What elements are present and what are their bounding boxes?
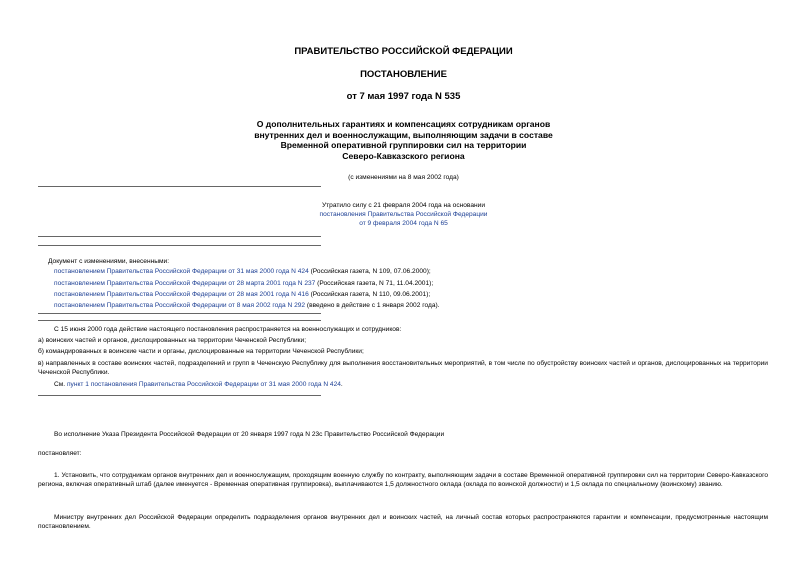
issuer-heading: ПРАВИТЕЛЬСТВО РОССИЙСКОЙ ФЕДЕРАЦИИ: [294, 46, 513, 57]
change-item: постановлением Правительства Российской Федерации от 8 мая 2002 года N 292 (введено в действие с 1 января 2002 года).: [54, 302, 440, 309]
title-line: внутренних дел и военнослужащим, выполняющим задачи в составе: [254, 129, 553, 140]
document-title: [0, 119, 807, 161]
title-line: Северо-Кавказского региона: [342, 150, 465, 161]
scope-item-c: в) направленных в составе воинских частей, подразделений и групп в Чеченскую Республику для выполнения восстановительных мероприятий, в том числе по обустройству воинских частей и органов, дислоцированных на территории Чеченской Республики.: [38, 360, 768, 376]
divider: [38, 313, 321, 314]
expired-text: Утратило силу с 21 февраля 2004 года на основании: [321, 202, 486, 209]
scope-item-b: б) командированных в воинские части и органы, дислоцированные на территории Чеченской Республики;: [38, 348, 364, 355]
divider: [38, 245, 321, 246]
expired-notice: [0, 201, 807, 228]
divider: [38, 236, 321, 237]
change-item: постановлением Правительства Российской Федерации от 28 марта 2001 года N 237 (Российская газета, N 71, 11.04.2001);: [54, 280, 434, 287]
amendments-note: (с изменениями на 8 мая 2002 года): [348, 174, 459, 181]
document-date-number: от 7 мая 1997 года N 535: [346, 91, 461, 102]
divider: [38, 320, 321, 321]
divider: [38, 395, 321, 396]
document-type: ПОСТАНОВЛЕНИЕ: [360, 69, 447, 80]
change-link[interactable]: постановлением Правительства Российской Федерации от 31 мая 2000 года N 424: [54, 268, 309, 275]
preamble: Во исполнение Указа Президента Российской Федерации от 20 января 1997 года N 23с Правительство Российской Федерации: [54, 431, 445, 438]
change-link[interactable]: постановлением Правительства Российской Федерации от 28 мая 2001 года N 416: [54, 291, 309, 298]
paragraph-2: Министру внутренних дел Российской Федерации определить подразделения органов внутренних дел и воинских частей, на личный состав которых распространяются гарантии и компенсации, предусмотренные настоящим постановлением.: [38, 514, 768, 530]
see-also-link[interactable]: пункт 1 постановления Правительства Российской Федерации от 31 мая 2000 года N 424: [66, 381, 341, 388]
divider: [38, 186, 321, 187]
changes-intro: Документ с изменениями, внесенными:: [48, 258, 170, 265]
change-link[interactable]: постановлением Правительства Российской Федерации от 8 мая 2002 года N 292: [54, 302, 306, 309]
change-item: постановлением Правительства Российской Федерации от 28 мая 2001 года N 416 (Российская газета, N 110, 09.06.2001);: [54, 291, 431, 298]
resolves: постановляет:: [38, 450, 82, 457]
expired-link[interactable]: постановления Правительства Российской Федерации от 9 февраля 2004 года N 65: [319, 211, 488, 227]
scope-item-a: а) воинских частей и органов, дислоцированных на территории Чеченской Республики;: [38, 337, 307, 344]
scope-intro: С 15 июня 2000 года действие настоящего постановления распространяется на военнослужащих и сотрудников:: [54, 326, 402, 333]
title-line: О дополнительных гарантиях и компенсациях сотрудникам органов: [256, 119, 551, 129]
paragraph-1: 1. Установить, что сотрудникам органов внутренних дел и военнослужащим, проходящим военную службу по контракту, выполняющим задачи в составе Временной оперативной группировки сил на территории Северо-Кавказского региона, включая оперативный штаб (далее именуется - Временная оперативная группировка), выплачиваются 1,5 должностного оклада (оклада по воинской должности) и 1,5 оклада по специальному (воинскому) званию.: [38, 472, 768, 488]
change-link[interactable]: постановлением Правительства Российской Федерации от 28 марта 2001 года N 237: [54, 280, 316, 287]
title-line: Временной оперативной группировки сил на территории: [280, 140, 527, 150]
see-also: См. пункт 1 постановления Правительства Российской Федерации от 31 мая 2000 года N 424.: [54, 381, 343, 388]
change-item: постановлением Правительства Российской Федерации от 31 мая 2000 года N 424 (Российская газета, N 109, 07.06.2000);: [54, 268, 431, 275]
